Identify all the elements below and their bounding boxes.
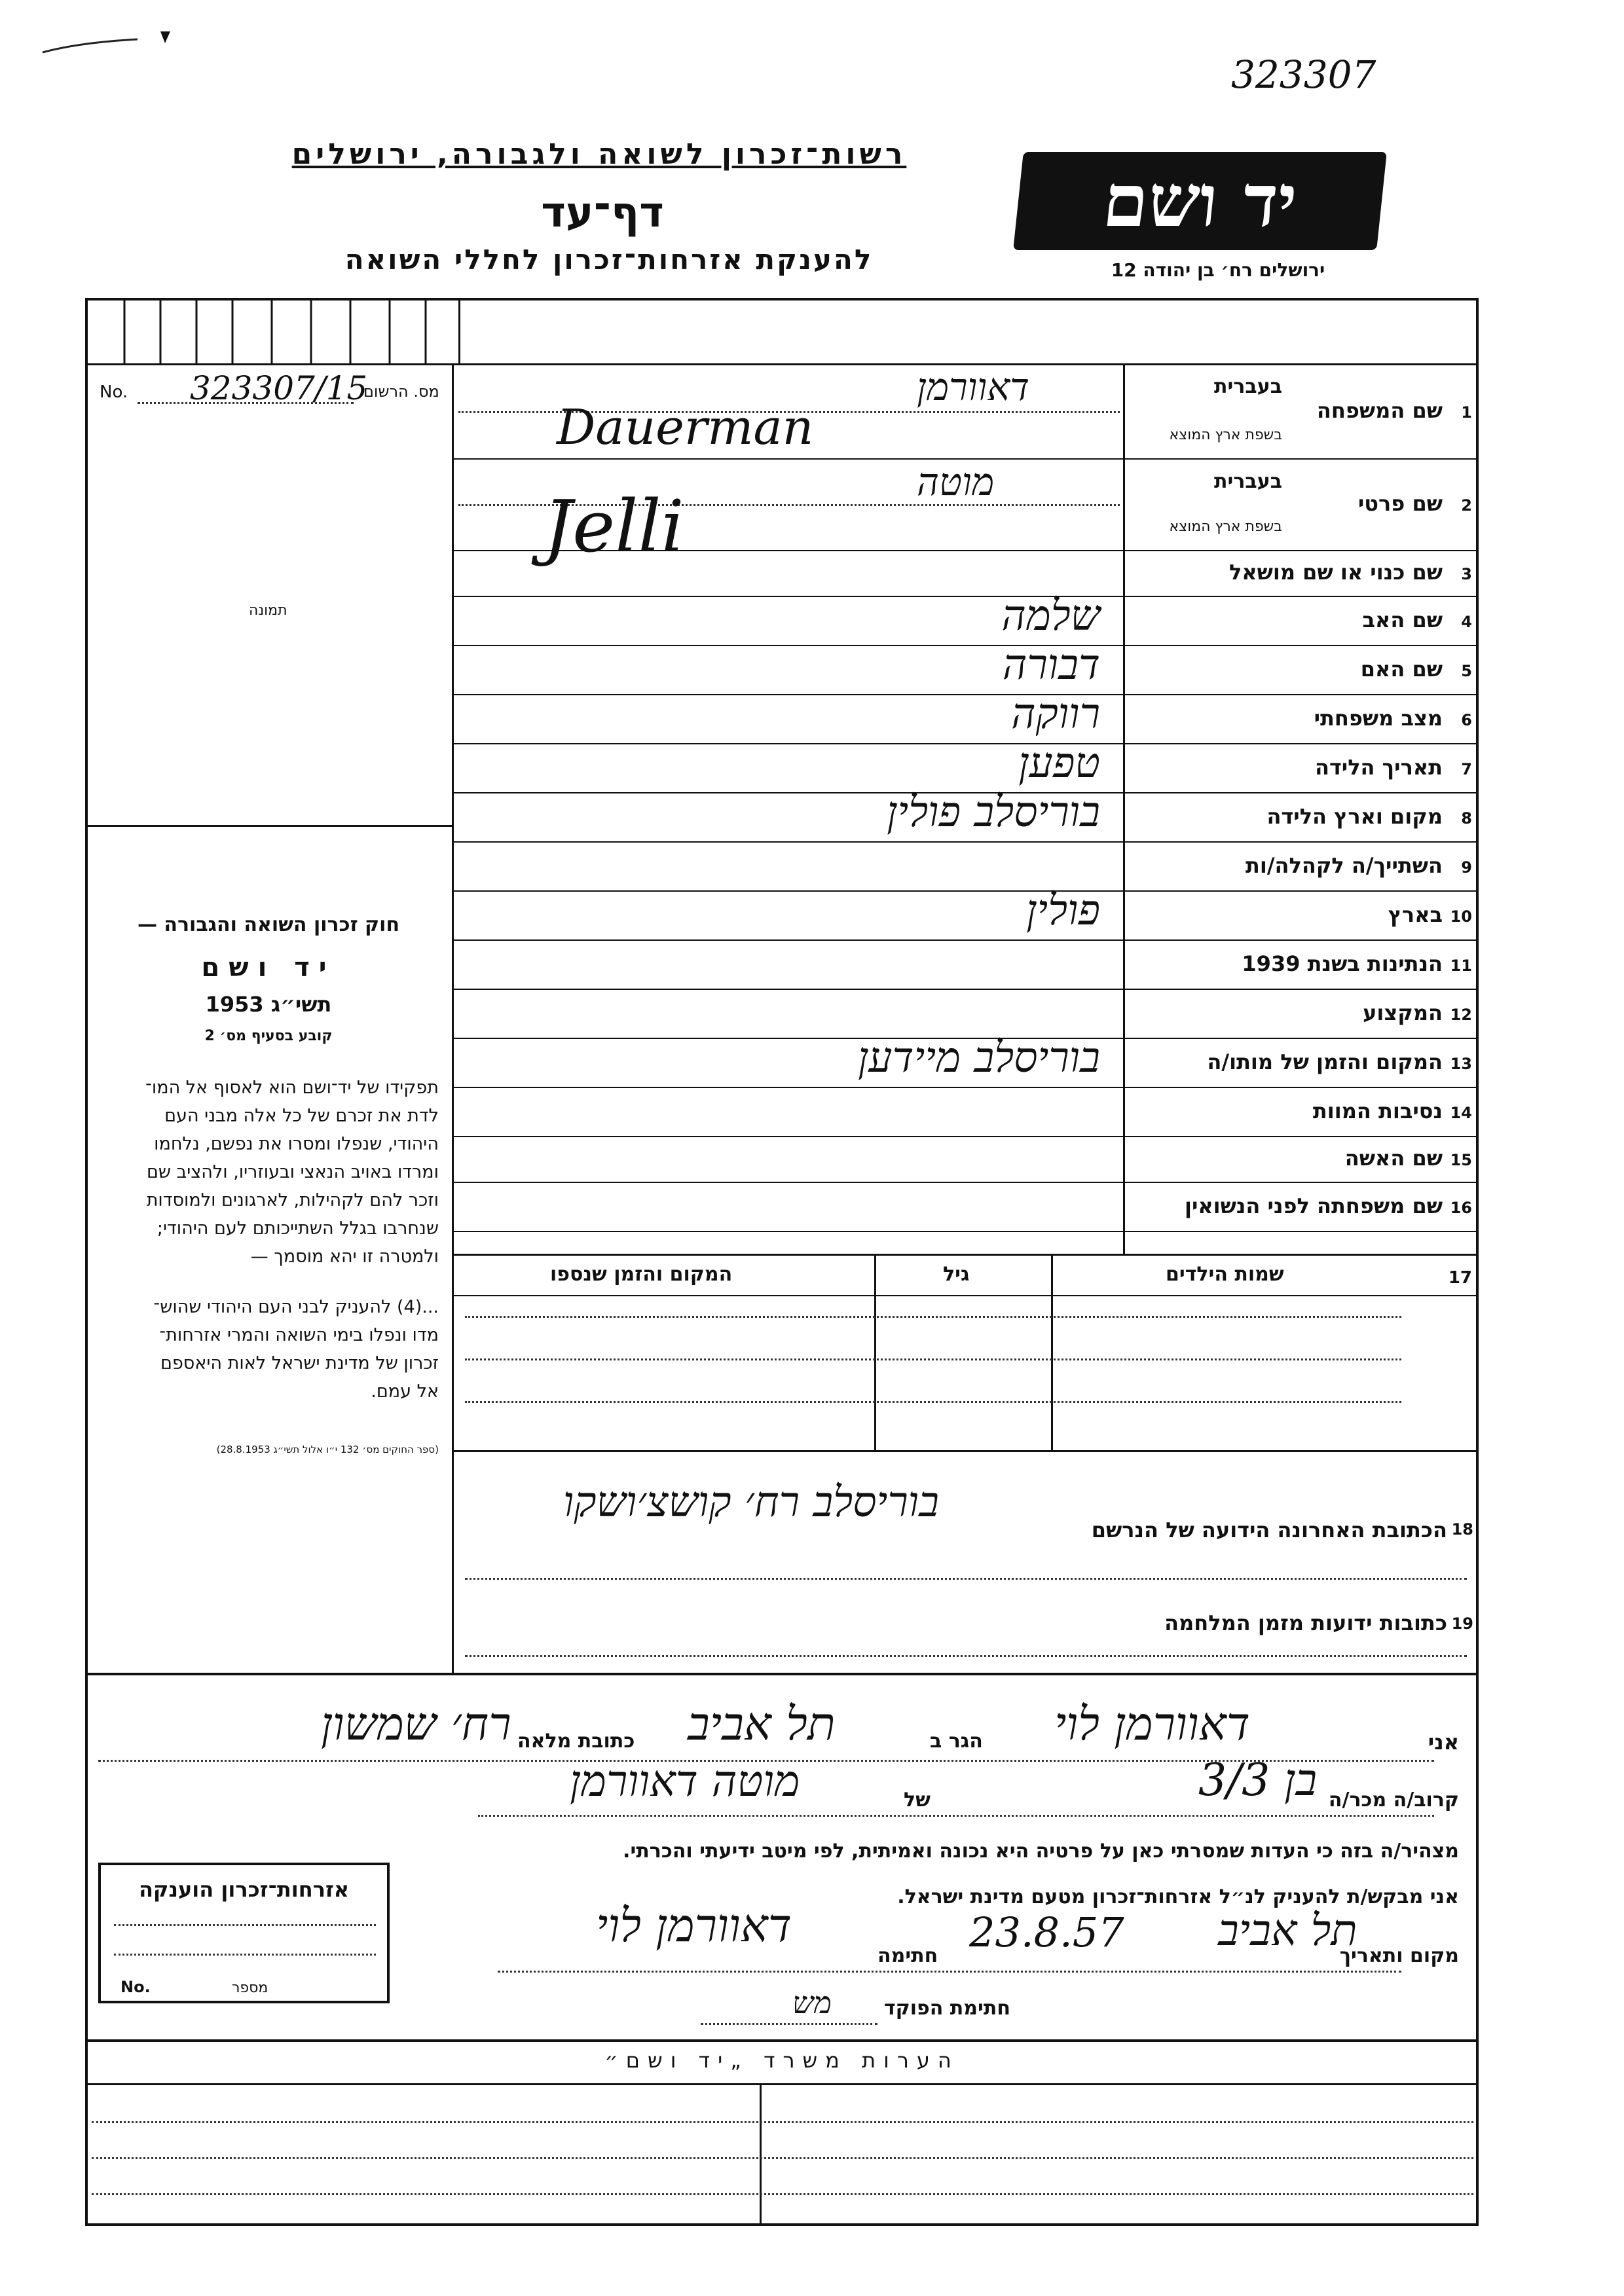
authority-title: רשות־זכרון לשואה ולגבורה, ירושלים (291, 137, 907, 171)
field-value: בוריסלב מיידען (857, 1034, 1100, 1082)
archive-number: 323307 (1231, 52, 1376, 97)
yad-vashem-logo (1013, 152, 1387, 250)
address: ירושלים רח׳ בן יהודה 12 (1111, 259, 1325, 281)
field-row-15 (1125, 1136, 1479, 1182)
field-value: בוריסלב פולין (887, 788, 1100, 837)
field-number: 7 (1461, 760, 1472, 778)
field-label: המקום והזמן של מותו/ה (1207, 1049, 1443, 1074)
field-hebrew-value: דאוורמן (917, 365, 1030, 409)
officer-label: חתימת הפוקד (884, 1997, 1010, 2020)
field-label: הנתינות בשנת 1939 (1242, 951, 1443, 976)
field-label: שם כנוי או שם מושאל (1228, 560, 1443, 585)
law-para-1: תפקידו של יד־ושם הוא לאסוף אל המו־ לדת את זכרם של כל אלה מבני העם היהודי, שנפלו ומסרו את נפשם, נלחמו ומרדו באויב הנאצי ובעוזריו, ולהציב שם וזכר להם לקהילות, לארגונים ולמוסדות שנחרבו בגלל השתייכותם לעם היהודי; ולמטרה זו יהא מוסמך — (145, 1078, 439, 1267)
field-number: 16 (1450, 1199, 1472, 1217)
field-row-13 (1125, 1038, 1479, 1087)
field-label: שם האב (1362, 608, 1443, 632)
field-row-11 (1125, 939, 1479, 989)
field-label: שם האשה (1344, 1146, 1443, 1171)
award-box-title: אזרחות־זכרון הוענקה (138, 1877, 350, 1902)
field-number: 13 (1450, 1055, 1472, 1073)
field-row-2 (1125, 458, 1479, 550)
field-value: רווקה (1011, 690, 1100, 738)
signature-value: דאוורמן לוי (596, 1899, 792, 1952)
field-label: מקום וארץ הלידה (1266, 804, 1443, 829)
field-row-3 (1125, 550, 1479, 596)
field-row-5 (1125, 645, 1479, 694)
signature-label: חתימה (877, 1944, 938, 1967)
no-label: No. (100, 382, 128, 402)
field-row-1 (1125, 363, 1479, 458)
hebrew-sublabel: בעברית (1214, 470, 1282, 493)
field-row-9 (1125, 841, 1479, 890)
field-row-10 (1125, 890, 1479, 939)
field-hebrew-value: מוטה (917, 460, 995, 504)
law-clause: קובע בסעיף מס׳ 2 (204, 1028, 333, 1044)
date-value: 23.8.57 (969, 1908, 1124, 1956)
relative-label: קרוב/ה מכר/ה (1328, 1789, 1459, 1812)
place-value: תל אביב (1218, 1905, 1357, 1956)
field-label: השתייך/ה לקהלה/ות (1245, 853, 1443, 878)
field-label: בארץ (1388, 902, 1443, 927)
address-value: רח׳ שמשון (321, 1697, 511, 1751)
field-row-14 (1125, 1087, 1479, 1136)
field-18-value: בוריסלב רח׳ קושצ׳ושקו (563, 1478, 939, 1527)
children-table (452, 1254, 1479, 1450)
field-value: שלמה (1001, 592, 1100, 640)
i-label: אני (1428, 1730, 1459, 1755)
field-number: 15 (1450, 1151, 1472, 1169)
field-number: 14 (1450, 1104, 1472, 1122)
field-label: שם משפחתה לפני הנשואין (1184, 1194, 1443, 1218)
award-no-label: No. (120, 1978, 151, 1996)
field-label: תאריך הלידה (1314, 755, 1443, 780)
field-row-8 (1125, 792, 1479, 841)
reg-label: מס. הרשום (363, 382, 439, 401)
registration-line (92, 369, 449, 412)
address-label: כתובת מלאה (517, 1730, 635, 1753)
field-number: 2 (1461, 496, 1472, 515)
hebrew-sublabel: בעברית (1214, 375, 1282, 398)
of-value: מוטה דאוורמן (570, 1756, 800, 1806)
children-header-age: גיל (943, 1263, 970, 1286)
field-number: 9 (1461, 858, 1472, 877)
law-title: חוק זכרון השואה והגבורה — (137, 913, 400, 936)
field-18 (458, 1478, 1473, 1542)
field-value: טפען (1018, 739, 1100, 788)
logo-text: יד ושם (1099, 158, 1301, 243)
children-header-names: שמות הילדים (1166, 1263, 1284, 1286)
field-value: פולין (1026, 886, 1100, 935)
field-label: מצב משפחתי (1314, 706, 1443, 731)
law-footnote: (ספר החוקים מס׳ 132 י״ו אלול תשי״ג 28.8.1953) (216, 1444, 439, 1455)
field-number: 10 (1450, 907, 1472, 926)
request: אני מבקש/ת להעניק לנ״ל אזרחות־זכרון מטעם מדינת ישראל. (897, 1886, 1459, 1908)
field-row-4 (1125, 596, 1479, 645)
reg-boxes (85, 301, 458, 363)
declarant-name: דאוורמן לוי (1054, 1697, 1250, 1751)
field-19 (458, 1597, 1473, 1637)
resident-label: הגר ב (930, 1730, 983, 1753)
field-number: 6 (1461, 711, 1472, 729)
field-row-6 (1125, 694, 1479, 743)
photo-label: תמונה (249, 602, 287, 619)
field-row-16 (1125, 1182, 1479, 1231)
law-year: תשי״ג 1953 (205, 992, 332, 1017)
form-title: דף־עד (541, 189, 664, 237)
field-number: 3 (1461, 565, 1472, 583)
field-label: שם האם (1360, 657, 1443, 682)
law-para-2: ...(4) להעניק לבני העם היהודי שהוש־ מדו ונפלו בימי השואה והמרי אזרחות־ זכרון של מדינת ישראל לאות היאספם אל עמם. (153, 1297, 439, 1402)
field-17-number: 17 (1448, 1268, 1472, 1288)
row-divider (452, 1231, 1479, 1232)
of-label: של (904, 1789, 931, 1812)
place-date-label: מקום ותאריך (1339, 1944, 1459, 1967)
office-notes-title: הערות משרד „יד ושם״ (604, 2048, 959, 2073)
reg-value: 323307/15 (190, 369, 368, 407)
law-name: יד ושם (201, 953, 336, 983)
field-number: 5 (1461, 662, 1472, 680)
field-label: שם המשפחה (1316, 398, 1443, 423)
field-label: שם פרטי (1357, 491, 1443, 516)
field-18-number: 18 (1451, 1520, 1473, 1539)
field-row-7 (1125, 743, 1479, 792)
field-row-12 (1125, 989, 1479, 1038)
surname-foreign-value: Dauerman (557, 399, 814, 456)
field-19-number: 19 (1451, 1614, 1473, 1633)
field-19-label: כתובות ידועות מזמן המלחמה (1164, 1611, 1447, 1635)
field-number: 1 (1461, 403, 1472, 422)
field-18-label: הכתובת האחרונה הידועה של הנרשם (1091, 1518, 1447, 1542)
statement: מצהיר/ה בזה כי העדות שמסרתי כאן על פרטיה היא נכונה ואמיתית, לפי מיטב ידיעתי והכרתי. (623, 1840, 1459, 1863)
field-number: 8 (1461, 809, 1472, 828)
given-name-foreign-value: Jelli (544, 484, 684, 568)
foreign-sublabel: בשפת ארץ המוצא (1169, 427, 1282, 443)
field-value: דבורה (1002, 641, 1100, 689)
resident-city: תל אביב (688, 1697, 836, 1751)
field-number: 12 (1450, 1006, 1472, 1024)
field-number: 4 (1461, 613, 1472, 631)
corner-scribble (39, 26, 170, 59)
field-label: נסיבות המוות (1312, 1099, 1443, 1123)
foreign-sublabel: בשפת ארץ המוצא (1169, 519, 1282, 535)
field-number: 11 (1450, 957, 1472, 975)
form-subtitle: להענקת אזרחות־זכרון לחללי השואה (344, 244, 874, 276)
children-header-place: המקום והזמן שנספו (550, 1263, 733, 1286)
award-num-label: מספר (232, 1980, 268, 1996)
field-label: המקצוע (1363, 1000, 1443, 1025)
award-box (98, 1863, 390, 2003)
relation-value: בן 3/3 (1198, 1755, 1318, 1806)
officer-signature: מש (792, 1985, 832, 2020)
